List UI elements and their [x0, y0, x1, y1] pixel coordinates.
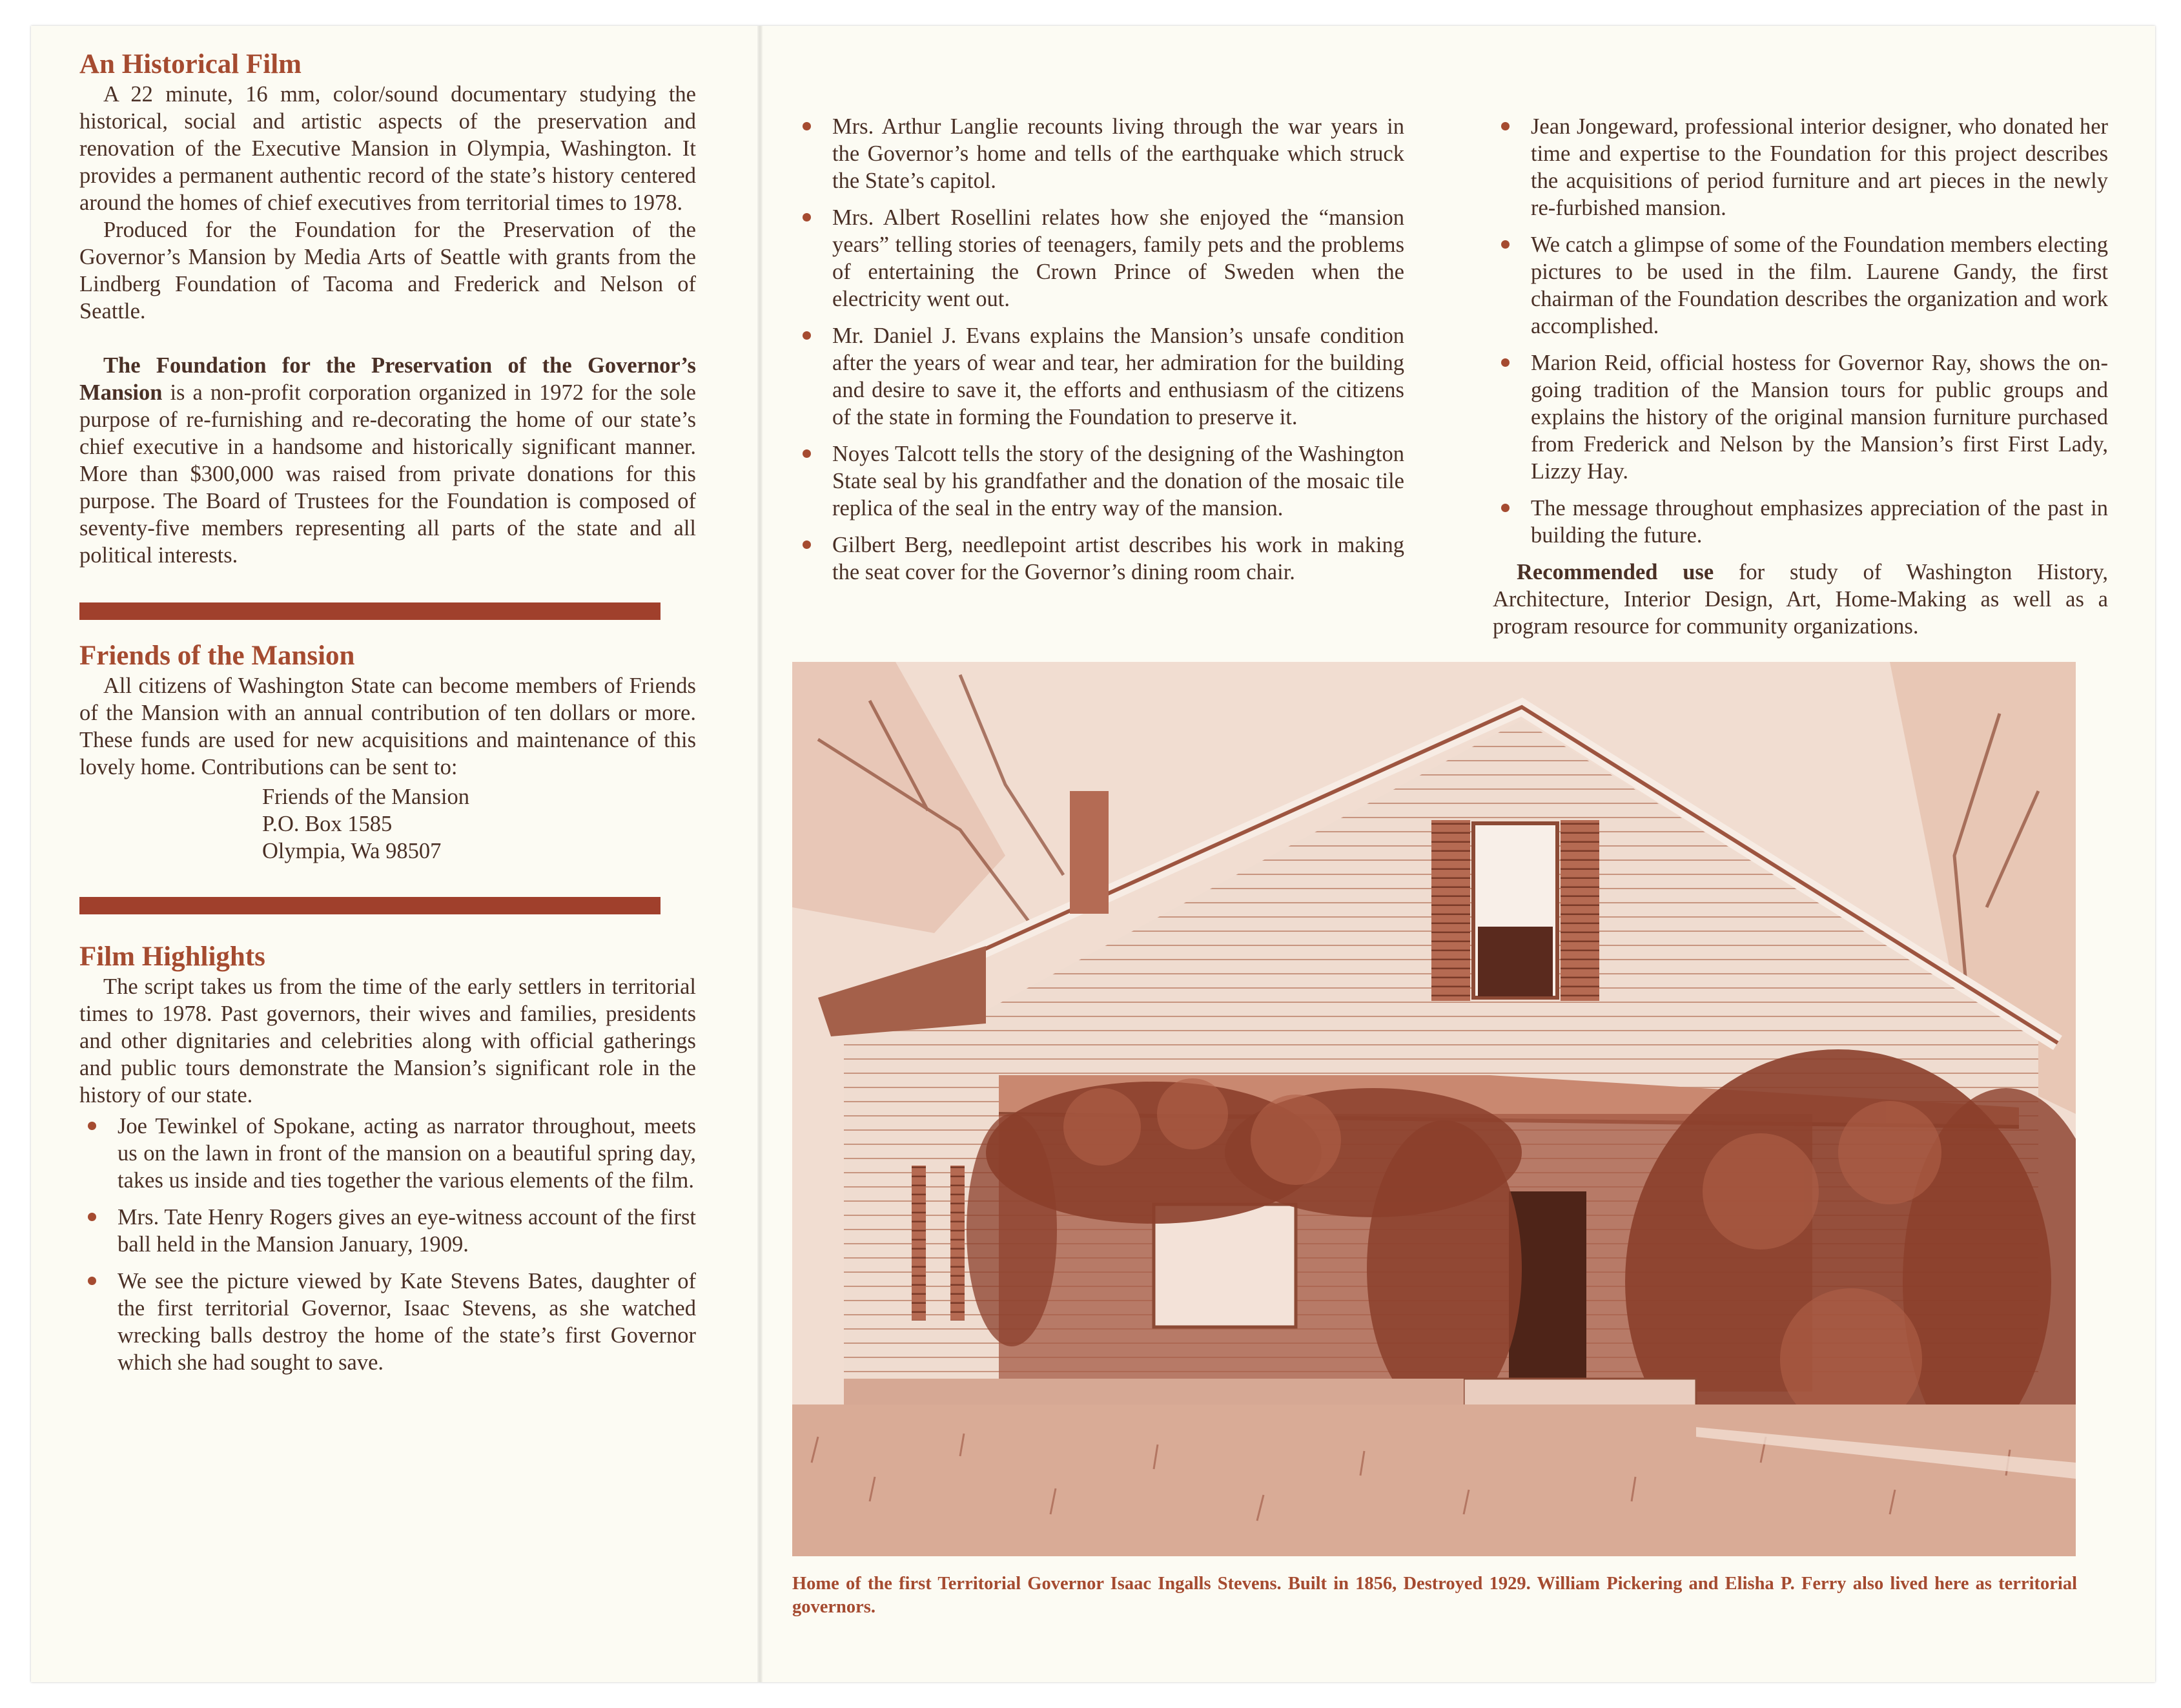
list-item: We see the picture viewed by Kate Stevens Bates, daughter of the first territorial Governor, Isaac Stevens, as she watched wrecking balls destroy the home of the state’s first Governor which she had sought to save. [79, 1268, 696, 1376]
list-item: Jean Jongeward, professional interior designer, who donated her time and expertise to the Foundation for this project describes the acquisitions of period furniture and art pieces in the newly re-furbished mansion. [1493, 113, 2108, 221]
bullet-icon [1501, 504, 1510, 512]
section-title-film-highlights: Film Highlights [79, 941, 265, 972]
section-title-friends: Friends of the Mansion [79, 641, 355, 671]
house-illustration [792, 662, 2076, 1556]
list-item: Noyes Talcott tells the story of the designing of the Washington State seal by his grandfather and the donation of the mosaic tile replica of the seal in the entry way of the mansion. [794, 440, 1404, 522]
bullet-icon [803, 449, 811, 458]
highlights-list-right [1493, 113, 2108, 549]
section-title-historical-film: An Historical Film [79, 49, 302, 79]
friends-paragraph: All citizens of Washington State can become members of Friends of the Mansion with an annual contribution of ten dollars or more. These funds are used for new acquisitions and maintenance of this lovely home. Contributions can be sent to: [79, 674, 696, 779]
divider-rule [79, 897, 660, 914]
mailing-address [79, 783, 696, 865]
highlights-list-middle [794, 113, 1404, 586]
bullet-icon [88, 1277, 96, 1285]
highlights-list-left [79, 1113, 696, 1376]
bullet-icon [1501, 122, 1510, 130]
center-fold [757, 26, 763, 1682]
divider-rule [79, 602, 660, 620]
historical-film-paragraph-2: Produced for the Foundation for the Preservation of the Governor’s Mansion by Media Arts of Seattle with grants from the Lindberg Foundation of Tacoma and Frederick and Nelson of Seattle. [79, 218, 696, 324]
historical-film-paragraph-1: A 22 minute, 16 mm, color/sound documentary studying the historical, social and artistic aspects of the preservation and renovation of the Executive Mansion in Olympia, Washington. It provides a permanent authentic record of the state’s history centered around the homes of chief executives from territorial times to 1978. [79, 82, 696, 215]
highlights-intro: The script takes us from the time of the early settlers in territorial times to 1978. Past governors, their wives and families, presidents and other dignitaries and celebrities along with official gatherings and public tours demonstrate the Mansion’s significant role in the history of our state. [79, 974, 696, 1107]
recommended-use-paragraph [1493, 559, 2108, 640]
bullet-icon [88, 1213, 96, 1221]
house-photo [792, 662, 2076, 1556]
column-left [79, 48, 696, 1386]
bullet-icon [803, 122, 811, 130]
column-middle [794, 113, 1404, 595]
list-item: The message throughout emphasizes appreciation of the past in building the future. [1493, 495, 2108, 549]
bullet-icon [1501, 240, 1510, 249]
address-line: Olympia, Wa 98507 [262, 839, 442, 863]
list-item: Joe Tewinkel of Spokane, acting as narrator throughout, meets us on the lawn in front of the mansion on a beautiful spring day, takes us inside and ties together the various elements of the film. [79, 1113, 696, 1194]
foundation-name: The Foundation for the Preservation of the Governor’s Mansion [79, 353, 696, 405]
bullet-icon [88, 1122, 96, 1130]
foundation-text: is a non-profit corporation organized in 1972 for the sole purpose of re-furnishing and re-decorating the home of our state’s chief executive in a handsome and historically significant manner. More than $300,000 was raised from private donations for this purpose. The Board of Trustees for the Foundation is composed of seventy-five members representing all parts of the state and all political interests. [79, 380, 696, 568]
address-line: P.O. Box 1585 [262, 812, 393, 836]
list-item: We catch a glimpse of some of the Foundation members electing pictures to be used in the film. Laurene Gandy, the first chairman of the Foundation describes the organization and work accomplished. [1493, 231, 2108, 340]
foundation-paragraph [79, 352, 696, 569]
list-item: Mrs. Arthur Langlie recounts living through the war years in the Governor’s home and tells of the earthquake which struck the State’s capitol. [794, 113, 1404, 194]
list-item: Mrs. Albert Rosellini relates how she enjoyed the “mansion years” telling stories of teenagers, family pets and the problems of entertaining the Crown Prince of Sweden when the electricity went out. [794, 204, 1404, 313]
bullet-icon [803, 213, 811, 221]
bullet-icon [1501, 358, 1510, 367]
column-right [1493, 113, 2108, 640]
list-item: Mr. Daniel J. Evans explains the Mansion’s unsafe condition after the years of wear and tear, her admiration for the building and desire to save it, the efforts and enthusiasm of the citizens of the state in forming the Foundation to preserve it. [794, 322, 1404, 431]
bullet-icon [803, 331, 811, 340]
address-line: Friends of the Mansion [262, 785, 470, 809]
recommended-use-label: Recommended use [1517, 560, 1714, 584]
bullet-icon [803, 540, 811, 549]
recommended-use-text: for study of Washington History, Architecture, Interior Design, Art, Home-Making as well as a program resource for community organizations. [1493, 560, 2109, 639]
list-item: Marion Reid, official hostess for Governor Ray, shows the on-going tradition of the Mansion tours for public groups and explains the history of the original mansion furniture purchased from Frederick and Nelson by the Mansion’s first First Lady, Lizzy Hay. [1493, 349, 2108, 485]
list-item: Gilbert Berg, needlepoint artist describes his work in making the seat cover for the Governor’s dining room chair. [794, 531, 1404, 586]
photo-caption: Home of the first Territorial Governor Isaac Ingalls Stevens. Built in 1856, Destroyed 1929. William Pickering and Elisha P. Ferry also lived here as territorial governors. [792, 1574, 2077, 1617]
list-item: Mrs. Tate Henry Rogers gives an eye-witness account of the first ball held in the Mansion January, 1909. [79, 1204, 696, 1258]
